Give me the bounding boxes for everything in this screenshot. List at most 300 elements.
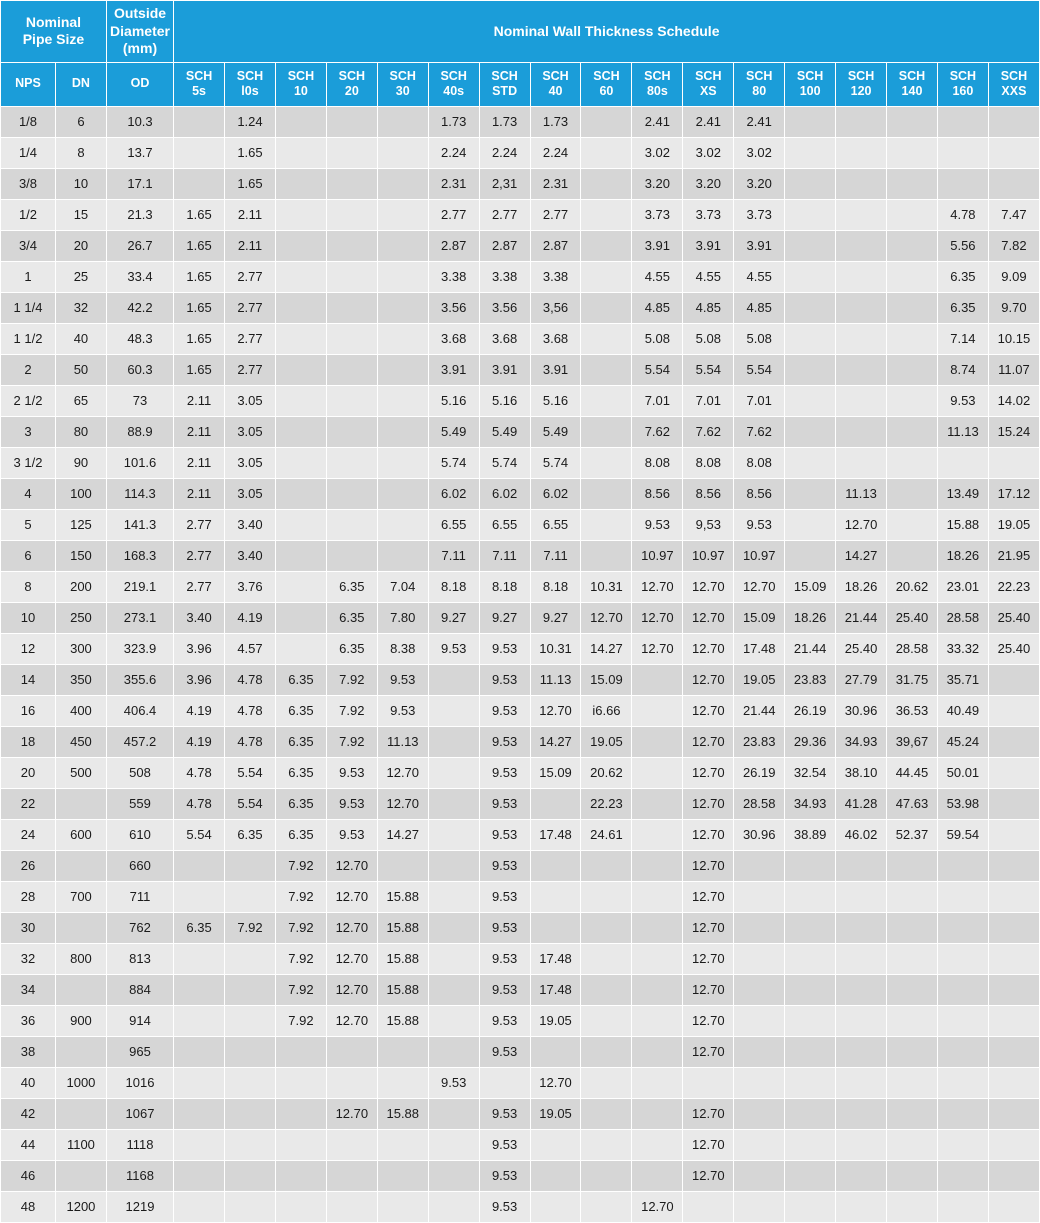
cell-thickness xyxy=(581,385,632,416)
cell-thickness: 12.70 xyxy=(683,633,734,664)
cell-thickness: 1.65 xyxy=(225,137,276,168)
cell-thickness: 30.96 xyxy=(836,695,887,726)
col-sch-80s: SCH 80s xyxy=(632,62,683,106)
cell-thickness xyxy=(937,1129,988,1160)
cell-thickness xyxy=(785,1067,836,1098)
cell-thickness xyxy=(530,788,581,819)
cell-thickness: 3.38 xyxy=(428,261,479,292)
cell-thickness xyxy=(377,137,428,168)
cell-nps: 1 1/2 xyxy=(1,323,56,354)
cell-thickness: 14.27 xyxy=(377,819,428,850)
cell-thickness: 15.88 xyxy=(377,943,428,974)
cell-thickness: 18.26 xyxy=(785,602,836,633)
cell-thickness: 5.08 xyxy=(632,323,683,354)
cell-thickness: 9.53 xyxy=(479,912,530,943)
cell-thickness: 6.35 xyxy=(326,571,377,602)
cell-thickness: 1.65 xyxy=(225,168,276,199)
cell-od: 17.1 xyxy=(106,168,173,199)
cell-thickness xyxy=(785,509,836,540)
cell-nps: 38 xyxy=(1,1036,56,1067)
cell-thickness xyxy=(785,1191,836,1222)
cell-thickness: 2.77 xyxy=(225,354,276,385)
cell-thickness: 36.53 xyxy=(887,695,938,726)
cell-thickness xyxy=(632,695,683,726)
cell-thickness: 15.24 xyxy=(988,416,1039,447)
cell-thickness: 1.65 xyxy=(174,292,225,323)
cell-thickness xyxy=(225,1036,276,1067)
cell-thickness xyxy=(581,168,632,199)
cell-thickness: 12.70 xyxy=(683,602,734,633)
cell-thickness: 4.78 xyxy=(225,726,276,757)
header-group-row xyxy=(1,1,1040,63)
cell-od: 26.7 xyxy=(106,230,173,261)
cell-thickness xyxy=(225,974,276,1005)
cell-thickness: 2.87 xyxy=(479,230,530,261)
cell-thickness: 9.70 xyxy=(988,292,1039,323)
cell-thickness: 3.96 xyxy=(174,664,225,695)
cell-thickness xyxy=(530,1160,581,1191)
cell-thickness xyxy=(275,1036,326,1067)
cell-thickness: 5.54 xyxy=(632,354,683,385)
cell-thickness: 11.13 xyxy=(530,664,581,695)
cell-thickness xyxy=(275,571,326,602)
cell-thickness xyxy=(581,1129,632,1160)
cell-thickness xyxy=(937,1098,988,1129)
cell-thickness xyxy=(632,1067,683,1098)
cell-thickness xyxy=(377,416,428,447)
cell-thickness: 12.70 xyxy=(683,1129,734,1160)
cell-thickness xyxy=(377,850,428,881)
cell-thickness: 38.10 xyxy=(836,757,887,788)
cell-od: 42.2 xyxy=(106,292,173,323)
cell-thickness: 12.70 xyxy=(326,1005,377,1036)
cell-thickness xyxy=(734,1098,785,1129)
cell-thickness: 12.70 xyxy=(683,912,734,943)
header-od-line1: Outside xyxy=(113,5,167,21)
cell-od: 610 xyxy=(106,819,173,850)
cell-thickness: 20.62 xyxy=(887,571,938,602)
cell-thickness: 7.01 xyxy=(734,385,785,416)
cell-thickness xyxy=(836,354,887,385)
cell-nps: 1 xyxy=(1,261,56,292)
cell-thickness: 19.05 xyxy=(530,1005,581,1036)
cell-thickness: 33.32 xyxy=(937,633,988,664)
cell-thickness: 1.73 xyxy=(530,106,581,137)
cell-thickness xyxy=(581,199,632,230)
table-row xyxy=(1,1067,1040,1098)
cell-thickness xyxy=(428,943,479,974)
cell-thickness: 5.16 xyxy=(479,385,530,416)
cell-thickness: 3.38 xyxy=(479,261,530,292)
cell-thickness: 9.53 xyxy=(479,695,530,726)
cell-thickness: 52.37 xyxy=(887,819,938,850)
cell-thickness: 26.19 xyxy=(785,695,836,726)
cell-thickness xyxy=(785,1129,836,1160)
cell-thickness xyxy=(937,912,988,943)
cell-thickness: 1.65 xyxy=(174,199,225,230)
cell-thickness: 9.53 xyxy=(326,788,377,819)
cell-thickness: 14.27 xyxy=(836,540,887,571)
cell-thickness xyxy=(428,788,479,819)
cell-thickness xyxy=(988,757,1039,788)
cell-thickness: 9.53 xyxy=(479,633,530,664)
cell-thickness xyxy=(632,1129,683,1160)
cell-nps: 36 xyxy=(1,1005,56,1036)
cell-thickness xyxy=(785,292,836,323)
cell-thickness xyxy=(275,416,326,447)
cell-thickness xyxy=(988,106,1039,137)
cell-thickness: 17.48 xyxy=(530,943,581,974)
cell-thickness xyxy=(174,1191,225,1222)
cell-dn: 200 xyxy=(55,571,106,602)
cell-nps: 30 xyxy=(1,912,56,943)
cell-thickness xyxy=(275,106,326,137)
cell-dn: 20 xyxy=(55,230,106,261)
cell-thickness: 7.92 xyxy=(275,943,326,974)
cell-dn: 1100 xyxy=(55,1129,106,1160)
cell-thickness: 12.70 xyxy=(530,1067,581,1098)
cell-thickness xyxy=(836,385,887,416)
cell-thickness xyxy=(275,478,326,509)
cell-thickness: 18.26 xyxy=(937,540,988,571)
cell-od: 965 xyxy=(106,1036,173,1067)
cell-nps: 18 xyxy=(1,726,56,757)
cell-nps: 28 xyxy=(1,881,56,912)
cell-thickness xyxy=(887,1036,938,1067)
cell-thickness xyxy=(326,1191,377,1222)
cell-thickness: 3.76 xyxy=(225,571,276,602)
cell-thickness: 53.98 xyxy=(937,788,988,819)
col-sch-5s: SCH 5s xyxy=(174,62,225,106)
cell-thickness: 28.58 xyxy=(734,788,785,819)
cell-thickness xyxy=(836,912,887,943)
cell-thickness xyxy=(275,1098,326,1129)
cell-dn: 15 xyxy=(55,199,106,230)
cell-thickness xyxy=(836,943,887,974)
cell-thickness xyxy=(836,1129,887,1160)
cell-thickness xyxy=(988,1160,1039,1191)
cell-thickness xyxy=(225,1098,276,1129)
header-wall-thickness-schedule: Nominal Wall Thickness Schedule xyxy=(174,1,1040,63)
cell-thickness xyxy=(988,664,1039,695)
cell-thickness xyxy=(377,106,428,137)
cell-dn: 500 xyxy=(55,757,106,788)
cell-thickness xyxy=(734,974,785,1005)
cell-nps: 8 xyxy=(1,571,56,602)
cell-thickness: 7.11 xyxy=(479,540,530,571)
cell-nps: 2 1/2 xyxy=(1,385,56,416)
cell-thickness xyxy=(836,1098,887,1129)
cell-thickness xyxy=(937,1036,988,1067)
cell-thickness: 4.78 xyxy=(937,199,988,230)
cell-thickness xyxy=(988,1036,1039,1067)
cell-thickness: 21.44 xyxy=(785,633,836,664)
cell-thickness xyxy=(887,478,938,509)
cell-thickness xyxy=(887,509,938,540)
cell-thickness xyxy=(632,664,683,695)
col-sch-160: SCH 160 xyxy=(937,62,988,106)
cell-thickness xyxy=(988,168,1039,199)
header-od-line2: Diameter xyxy=(110,22,170,39)
cell-thickness: 10.15 xyxy=(988,323,1039,354)
cell-thickness: 9.53 xyxy=(428,1067,479,1098)
cell-thickness: 2.24 xyxy=(479,137,530,168)
cell-thickness xyxy=(836,447,887,478)
cell-thickness xyxy=(887,230,938,261)
cell-thickness: 12.70 xyxy=(683,726,734,757)
cell-thickness: 9.53 xyxy=(479,974,530,1005)
cell-thickness xyxy=(836,106,887,137)
cell-thickness xyxy=(174,943,225,974)
cell-thickness xyxy=(581,509,632,540)
table-row xyxy=(1,1005,1040,1036)
cell-thickness: 5.49 xyxy=(530,416,581,447)
col-dn: DN xyxy=(55,62,106,106)
cell-thickness: 11.13 xyxy=(937,416,988,447)
cell-thickness xyxy=(836,168,887,199)
cell-thickness: 10.97 xyxy=(734,540,785,571)
cell-dn: 8 xyxy=(55,137,106,168)
cell-thickness: 17.48 xyxy=(734,633,785,664)
cell-thickness xyxy=(377,540,428,571)
cell-thickness xyxy=(581,354,632,385)
cell-thickness xyxy=(174,850,225,881)
cell-thickness xyxy=(785,137,836,168)
cell-thickness: 9.53 xyxy=(479,1036,530,1067)
cell-dn: 65 xyxy=(55,385,106,416)
cell-od: 60.3 xyxy=(106,354,173,385)
cell-thickness: 45.24 xyxy=(937,726,988,757)
cell-thickness xyxy=(275,1129,326,1160)
cell-thickness: 34.93 xyxy=(836,726,887,757)
cell-thickness: 9.27 xyxy=(428,602,479,633)
cell-thickness xyxy=(937,850,988,881)
header-subrow xyxy=(1,62,1040,106)
cell-thickness xyxy=(836,1160,887,1191)
cell-thickness: 12.70 xyxy=(326,943,377,974)
cell-thickness xyxy=(428,1160,479,1191)
cell-thickness: 9.53 xyxy=(479,943,530,974)
cell-thickness xyxy=(377,323,428,354)
cell-thickness xyxy=(326,540,377,571)
cell-thickness: 4.55 xyxy=(734,261,785,292)
cell-thickness xyxy=(326,416,377,447)
cell-thickness: 30.96 xyxy=(734,819,785,850)
cell-thickness xyxy=(275,602,326,633)
cell-thickness xyxy=(785,478,836,509)
cell-thickness xyxy=(581,540,632,571)
cell-thickness: 7.82 xyxy=(988,230,1039,261)
cell-thickness xyxy=(275,354,326,385)
cell-thickness: 2.11 xyxy=(174,447,225,478)
col-od: OD xyxy=(106,62,173,106)
cell-thickness: 28.58 xyxy=(887,633,938,664)
cell-thickness xyxy=(326,261,377,292)
cell-thickness xyxy=(530,881,581,912)
cell-thickness: 3.91 xyxy=(683,230,734,261)
cell-thickness: 25.40 xyxy=(836,633,887,664)
cell-nps: 20 xyxy=(1,757,56,788)
col-sch-10: SCH 10 xyxy=(275,62,326,106)
cell-thickness xyxy=(785,974,836,1005)
table-row xyxy=(1,168,1040,199)
cell-thickness xyxy=(887,1005,938,1036)
cell-thickness: 2.77 xyxy=(174,509,225,540)
cell-thickness: 50.01 xyxy=(937,757,988,788)
cell-thickness: 5.74 xyxy=(530,447,581,478)
cell-thickness: 7.92 xyxy=(326,726,377,757)
cell-thickness: 27.79 xyxy=(836,664,887,695)
cell-thickness: 46.02 xyxy=(836,819,887,850)
cell-thickness: 7.92 xyxy=(275,850,326,881)
cell-thickness xyxy=(275,1160,326,1191)
cell-nps: 34 xyxy=(1,974,56,1005)
cell-thickness: 21.44 xyxy=(734,695,785,726)
cell-od: 168.3 xyxy=(106,540,173,571)
cell-thickness xyxy=(581,850,632,881)
header-nominal-pipe-size xyxy=(1,1,107,63)
cell-thickness: 23.01 xyxy=(937,571,988,602)
cell-dn xyxy=(55,850,106,881)
cell-thickness xyxy=(326,1129,377,1160)
cell-thickness: 1.65 xyxy=(174,230,225,261)
cell-thickness: 4.78 xyxy=(225,664,276,695)
cell-thickness: 3.02 xyxy=(734,137,785,168)
cell-thickness: 44.45 xyxy=(887,757,938,788)
cell-thickness: 11.07 xyxy=(988,354,1039,385)
cell-thickness: 9.53 xyxy=(326,819,377,850)
cell-thickness: 4.85 xyxy=(734,292,785,323)
cell-dn: 250 xyxy=(55,602,106,633)
cell-thickness xyxy=(937,943,988,974)
cell-thickness: 38.89 xyxy=(785,819,836,850)
cell-thickness: 14.02 xyxy=(988,385,1039,416)
cell-thickness: 3.96 xyxy=(174,633,225,664)
cell-thickness xyxy=(988,137,1039,168)
cell-thickness: 2.31 xyxy=(428,168,479,199)
cell-thickness: 9.53 xyxy=(479,1005,530,1036)
cell-nps: 1/8 xyxy=(1,106,56,137)
cell-thickness: 12.70 xyxy=(530,695,581,726)
cell-thickness: 9.53 xyxy=(326,757,377,788)
cell-thickness: 5.74 xyxy=(428,447,479,478)
cell-thickness: 12.70 xyxy=(836,509,887,540)
cell-od: 323.9 xyxy=(106,633,173,664)
cell-thickness: 1.65 xyxy=(174,354,225,385)
cell-thickness xyxy=(225,943,276,974)
cell-thickness xyxy=(377,1160,428,1191)
cell-thickness: 4.78 xyxy=(225,695,276,726)
cell-od: 114.3 xyxy=(106,478,173,509)
cell-thickness xyxy=(937,106,988,137)
cell-thickness: 4.55 xyxy=(683,261,734,292)
cell-thickness: 9.53 xyxy=(479,664,530,695)
cell-thickness xyxy=(988,881,1039,912)
table-row xyxy=(1,664,1040,695)
cell-nps: 26 xyxy=(1,850,56,881)
cell-thickness: 5.56 xyxy=(937,230,988,261)
cell-dn: 100 xyxy=(55,478,106,509)
cell-thickness xyxy=(326,1160,377,1191)
cell-thickness xyxy=(275,292,326,323)
cell-thickness xyxy=(836,416,887,447)
cell-thickness: 3.91 xyxy=(479,354,530,385)
table-row xyxy=(1,292,1040,323)
cell-thickness: 3.91 xyxy=(734,230,785,261)
cell-thickness xyxy=(377,447,428,478)
cell-thickness: 7.80 xyxy=(377,602,428,633)
cell-thickness: 6.35 xyxy=(275,757,326,788)
cell-thickness xyxy=(428,1098,479,1129)
cell-thickness xyxy=(785,354,836,385)
col-sch-xs: SCH XS xyxy=(683,62,734,106)
cell-thickness: 4.19 xyxy=(174,726,225,757)
table-row xyxy=(1,1191,1040,1222)
cell-thickness xyxy=(836,1036,887,1067)
cell-od: 33.4 xyxy=(106,261,173,292)
cell-dn: 1000 xyxy=(55,1067,106,1098)
cell-thickness: 2.11 xyxy=(174,478,225,509)
cell-thickness xyxy=(377,292,428,323)
cell-thickness xyxy=(377,478,428,509)
cell-thickness: 7.92 xyxy=(275,974,326,1005)
cell-nps: 14 xyxy=(1,664,56,695)
cell-thickness: 3.20 xyxy=(632,168,683,199)
cell-thickness: 3.56 xyxy=(428,292,479,323)
cell-thickness: 3.73 xyxy=(734,199,785,230)
cell-thickness xyxy=(530,1129,581,1160)
cell-thickness: 3.02 xyxy=(683,137,734,168)
cell-dn xyxy=(55,1160,106,1191)
cell-thickness xyxy=(734,1129,785,1160)
cell-thickness xyxy=(887,447,938,478)
cell-thickness: 15.88 xyxy=(937,509,988,540)
cell-thickness xyxy=(174,1067,225,1098)
cell-dn: 900 xyxy=(55,1005,106,1036)
table-body xyxy=(1,106,1040,1222)
col-sch-30: SCH 30 xyxy=(377,62,428,106)
cell-thickness xyxy=(988,943,1039,974)
cell-thickness: 7.92 xyxy=(275,1005,326,1036)
cell-thickness xyxy=(377,509,428,540)
cell-thickness xyxy=(581,974,632,1005)
cell-dn: 600 xyxy=(55,819,106,850)
cell-thickness: 12.70 xyxy=(683,943,734,974)
cell-od: 813 xyxy=(106,943,173,974)
cell-nps: 1/2 xyxy=(1,199,56,230)
cell-thickness: 9.53 xyxy=(479,881,530,912)
cell-od: 762 xyxy=(106,912,173,943)
cell-thickness: 5.54 xyxy=(225,788,276,819)
cell-thickness xyxy=(734,1005,785,1036)
cell-thickness: 6.35 xyxy=(326,602,377,633)
cell-thickness: 7.92 xyxy=(326,664,377,695)
cell-thickness xyxy=(785,912,836,943)
cell-thickness xyxy=(887,1191,938,1222)
table-row xyxy=(1,726,1040,757)
cell-dn: 125 xyxy=(55,509,106,540)
cell-od: 711 xyxy=(106,881,173,912)
cell-thickness: 12.70 xyxy=(683,819,734,850)
cell-thickness: 5.54 xyxy=(225,757,276,788)
col-sch-120: SCH 120 xyxy=(836,62,887,106)
header-od-line3: (mm) xyxy=(122,40,158,56)
cell-thickness xyxy=(632,788,683,819)
cell-thickness: 7.04 xyxy=(377,571,428,602)
table-row xyxy=(1,757,1040,788)
cell-thickness: 12.70 xyxy=(632,633,683,664)
cell-thickness: 12.70 xyxy=(683,571,734,602)
